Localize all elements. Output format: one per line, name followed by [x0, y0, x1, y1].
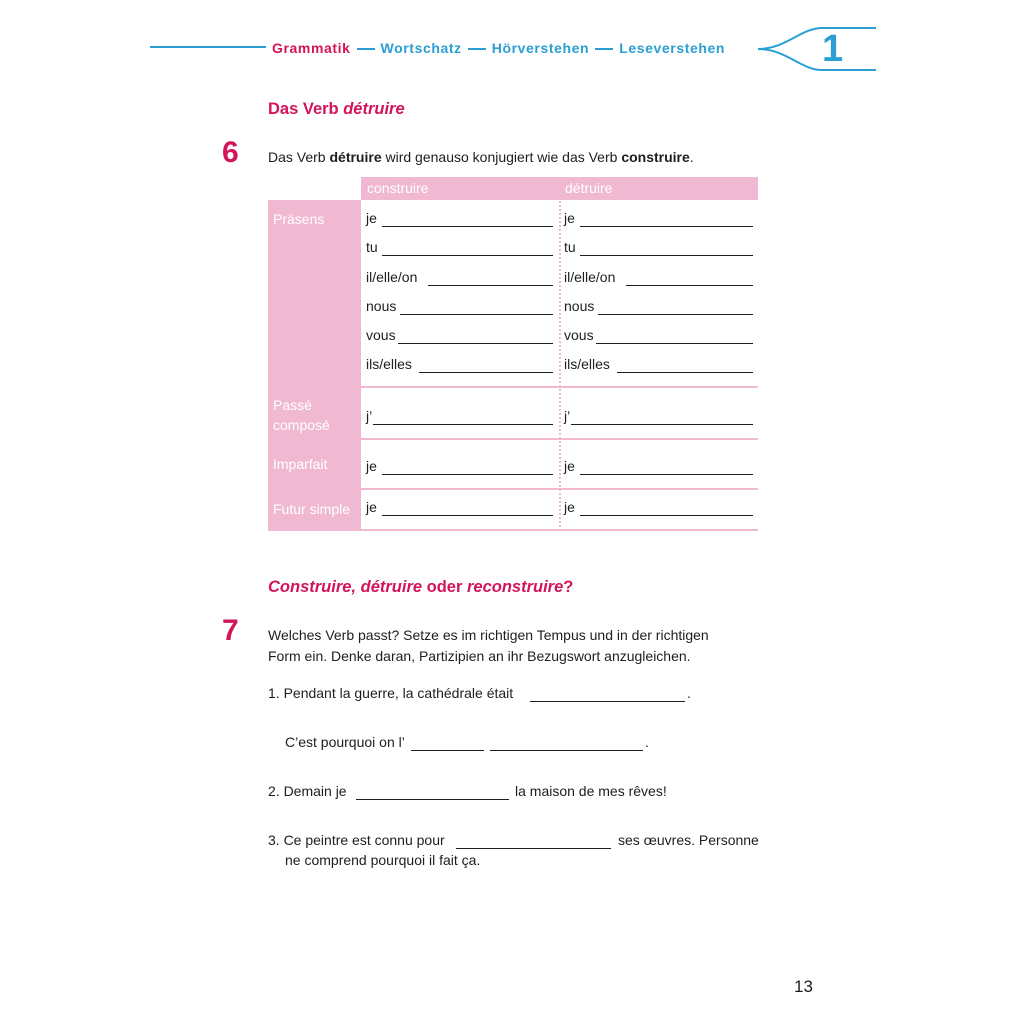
nav-separator — [595, 48, 613, 50]
pronoun-je: je — [366, 499, 377, 515]
answer-line[interactable] — [571, 424, 753, 425]
exercise-6-number: 6 — [222, 136, 239, 169]
pronoun-je: je — [366, 458, 377, 474]
sentence-2-end: la maison de mes rêves! — [515, 783, 667, 799]
answer-line[interactable] — [356, 799, 509, 800]
pronoun-j: j’ — [366, 408, 373, 424]
exercise-7-title: Construire, détruire oder reconstruire? — [268, 578, 574, 596]
row-label-praesens: Präsens — [268, 200, 361, 386]
exercise-6-title: Das Verb détruire — [268, 100, 405, 118]
chapter-tab-icon — [756, 22, 878, 76]
answer-line[interactable] — [382, 474, 553, 475]
answer-line[interactable] — [400, 314, 553, 315]
nav-wortschatz: Wortschatz — [380, 40, 462, 56]
sentence-3-mid: ses œuvres. Personne — [618, 832, 759, 848]
answer-line[interactable] — [382, 515, 553, 516]
answer-line[interactable] — [382, 226, 553, 227]
sentence-1b-start: C’est pourquoi on l’ — [285, 734, 405, 750]
answer-line[interactable] — [580, 255, 753, 256]
answer-line[interactable] — [419, 372, 553, 373]
exercise-7-instruction-line-2: Form ein. Denke daran, Partizipien an ihr Bezugswort anzugleichen. — [268, 648, 691, 664]
pronoun-nous: nous — [564, 298, 595, 314]
answer-line[interactable] — [596, 343, 753, 344]
answer-line[interactable] — [398, 343, 553, 344]
answer-line[interactable] — [626, 285, 753, 286]
answer-line[interactable] — [411, 750, 484, 751]
row-divider — [268, 438, 758, 440]
header-rule-left — [150, 46, 266, 48]
pronoun-j: j’ — [564, 408, 571, 424]
exercise-6-instruction: Das Verb détruire wird genauso konjugiert wie das Verb construire. — [268, 149, 694, 165]
pronoun-je: je — [564, 458, 575, 474]
sentence-1-start: 1. Pendant la guerre, la cathédrale était — [268, 685, 514, 701]
pronoun-il-elle-on: il/elle/on — [366, 269, 418, 285]
row-label-imparfait: Imparfait — [268, 440, 361, 488]
answer-line[interactable] — [580, 515, 753, 516]
answer-line[interactable] — [490, 750, 643, 751]
conjugation-table — [268, 177, 758, 531]
nav-hoerverstehen: Hörverstehen — [491, 40, 590, 56]
row-label-futur-simple: Futur simple — [268, 490, 361, 529]
col-header-construire: construire — [367, 180, 429, 196]
column-divider — [559, 177, 561, 531]
nav-leseverstehen: Leseverstehen — [619, 40, 726, 56]
chapter-number: 1 — [822, 28, 844, 70]
sentence-3-start: 3. Ce peintre est connu pour — [268, 832, 445, 848]
pronoun-ils-elles: ils/elles — [564, 356, 610, 372]
sentence-3-end: ne comprend pourquoi il fait ça. — [285, 852, 481, 868]
pronoun-tu: tu — [564, 239, 576, 255]
row-label-passe-compose: Passé composé — [268, 388, 361, 438]
row-divider — [268, 386, 758, 388]
answer-line[interactable] — [580, 226, 753, 227]
nav-separator — [357, 48, 375, 50]
answer-line[interactable] — [382, 255, 553, 256]
answer-line[interactable] — [373, 424, 553, 425]
pronoun-nous: nous — [366, 298, 397, 314]
row-divider — [268, 529, 758, 531]
answer-line[interactable] — [428, 285, 553, 286]
pronoun-tu: tu — [366, 239, 378, 255]
answer-line[interactable] — [580, 474, 753, 475]
section-nav — [272, 40, 725, 56]
pronoun-je: je — [366, 210, 377, 226]
answer-line[interactable] — [617, 372, 753, 373]
page-number: 13 — [794, 977, 813, 996]
pronoun-vous: vous — [564, 327, 594, 343]
nav-grammatik: Grammatik — [272, 40, 351, 56]
answer-line[interactable] — [456, 848, 611, 849]
sentence-1b-end: . — [645, 734, 649, 750]
col-header-detruire: détruire — [565, 180, 613, 196]
answer-line[interactable] — [598, 314, 753, 315]
sentence-1-end: . — [687, 685, 691, 701]
pronoun-je: je — [564, 499, 575, 515]
pronoun-il-elle-on: il/elle/on — [564, 269, 616, 285]
nav-separator — [468, 48, 486, 50]
pronoun-ils-elles: ils/elles — [366, 356, 412, 372]
exercise-7-number: 7 — [222, 614, 239, 647]
pronoun-je: je — [564, 210, 575, 226]
exercise-7-instruction-line-1: Welches Verb passt? Setze es im richtigen Tempus und in der richtigen — [268, 627, 709, 643]
answer-line[interactable] — [530, 701, 685, 702]
row-divider — [268, 488, 758, 490]
pronoun-vous: vous — [366, 327, 396, 343]
sentence-2-start: 2. Demain je — [268, 783, 347, 799]
